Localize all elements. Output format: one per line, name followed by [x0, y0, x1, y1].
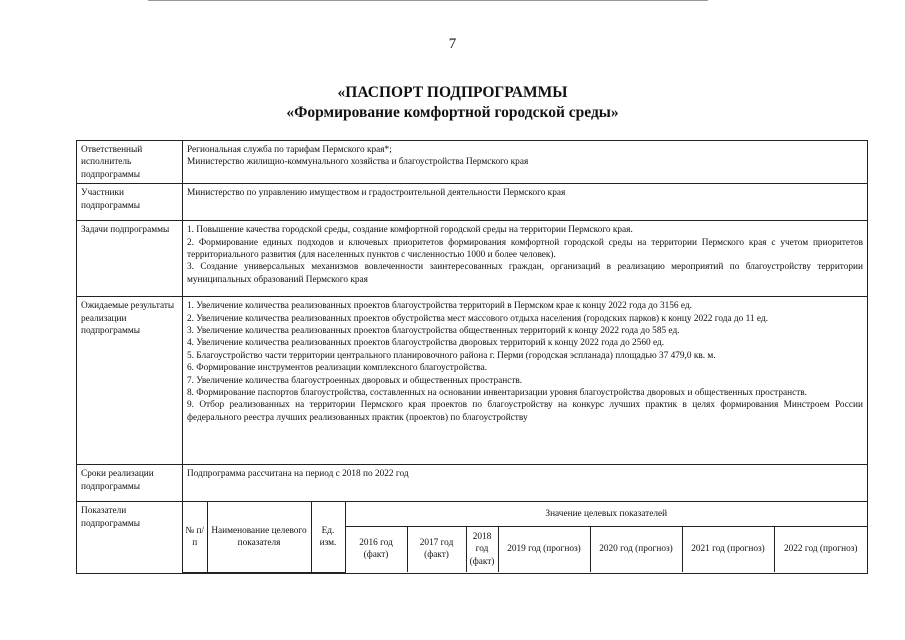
participants-line: Министерство по управлению имуществом и градостроительной деятельности Пермского края — [187, 188, 566, 199]
year-header: 2019 год (прогноз) — [498, 526, 590, 572]
document-title: «ПАСПОРТ ПОДПРОГРАММЫ — [337, 84, 568, 101]
executor-line: Региональная служба по тарифам Пермского края*; — [187, 145, 392, 155]
year-header: 2020 год (прогноз) — [590, 526, 682, 572]
col-header-number: № п/п — [183, 502, 207, 572]
row-terms — [77, 465, 868, 502]
terms-content — [183, 465, 868, 502]
task-item: 2. Формирование единых подходов и ключевых приоритетов формирования комфортной городской среды на территории Пермского края с учетом приоритетов территориального развития (для населенных пунктов с численностью 1000 и более человек). — [187, 237, 863, 261]
results-label: Ожидаемые результаты реализации подпрограммы — [77, 297, 183, 465]
participants-content — [183, 184, 868, 221]
top-scan-line — [148, 0, 708, 1]
task-item: 1. Повышение качества городской среды, создание комфортной городской среды на территории Пермского края. — [187, 225, 633, 236]
executor-content — [183, 141, 868, 184]
passport-table — [76, 140, 868, 574]
page-number: 7 — [448, 36, 457, 52]
row-indicators — [77, 502, 868, 574]
terms-label: Сроки реализации подпрограммы — [77, 465, 183, 502]
result-item: 1. Увеличение количества реализованных проектов благоустройства территорий в Пермском крае к концу 2022 года до 3156 ед. — [187, 301, 692, 312]
tasks-content — [183, 221, 868, 297]
executor-line: Министерство жилищно-коммунального хозяйства и благоустройства Пермского края — [187, 157, 529, 168]
indicators-table — [183, 502, 867, 573]
result-item: 6. Формирование инструментов реализации комплексного благоустройства. — [187, 363, 488, 374]
task-item: 3. Создание универсальных механизмов вовлеченности заинтересованных граждан, организаций в реализацию мероприятий по благоустройству территории муниципальных образований Пермского края — [187, 262, 863, 285]
result-item: 8. Формирование паспортов благоустройства, составленных на основании инвентаризации уровня благоустройства дворовых и общественных пространств. — [187, 388, 807, 399]
result-item: 9. Отбор реализованных на территории Пермского края проектов по благоустройству на конкурс лучших практик в целях формирования Минстроем России федерального реестра лучших реализованных практик (проектов) по благоустройству — [187, 400, 863, 423]
indicators-cell — [183, 502, 868, 574]
result-item: 5. Благоустройство части территории центрального планировочного района г. Перми (городская эспланада) площадью 37 479,0 кв. м. — [187, 350, 716, 361]
col-header-unit: Ед. изм. — [311, 502, 345, 572]
terms-line: Подпрограмма рассчитана на период с 2018 по 2022 год — [187, 469, 409, 480]
participants-label: Участники подпрограммы — [77, 184, 183, 221]
year-header: 2016 год (факт) — [345, 526, 407, 572]
result-item: 4. Увеличение количества реализованных проектов благоустройства дворовых территорий к концу 2022 года до 2560 ед. — [187, 338, 665, 349]
executor-label: Ответственный исполнитель подпрограммы — [77, 141, 183, 184]
tasks-label: Задачи подпрограммы — [77, 221, 183, 297]
result-item: 2. Увеличение количества реализованных проектов обустройства мест массового отдыха населения (городских парков) к концу 2022 года до 11 ед. — [187, 313, 768, 324]
document-subtitle: «Формирование комфортной городской среды» — [286, 104, 619, 121]
year-header: 2017 год (факт) — [407, 526, 466, 572]
results-content — [183, 297, 868, 465]
result-item: 3. Увеличение количества реализованных проектов благоустройства общественных территорий к концу 2022 года до 585 ед. — [187, 326, 680, 337]
indicators-label: Показатели подпрограммы — [77, 502, 183, 574]
row-participants — [77, 184, 868, 221]
row-results — [77, 297, 868, 465]
row-tasks — [77, 221, 868, 297]
result-item: 7. Увеличение количества благоустроенных дворовых и общественных пространств. — [187, 375, 523, 386]
values-header: Значение целевых показателей — [345, 502, 867, 526]
year-header: 2021 год (прогноз) — [682, 526, 774, 572]
year-header: 2022 год (прогноз) — [774, 526, 867, 572]
year-header: 2018 год (факт) — [466, 526, 498, 572]
row-executor — [77, 141, 868, 184]
col-header-name: Наименование целевого показателя — [207, 502, 311, 572]
